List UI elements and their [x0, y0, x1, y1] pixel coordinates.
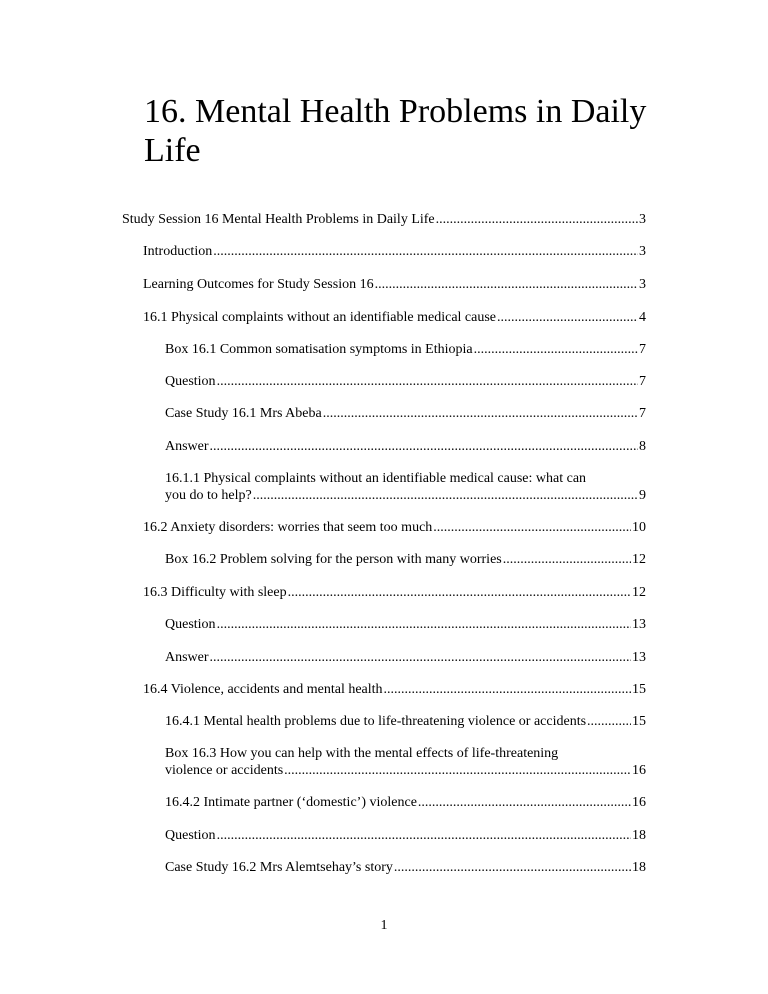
toc-entry-text: Case Study 16.2 Mrs Alemtsehay’s story: [165, 860, 393, 875]
page-number: 1: [380, 918, 388, 933]
toc-page-number: 8: [639, 439, 646, 454]
toc-entry-16-4[interactable]: [143, 682, 646, 698]
toc-entry-introduction[interactable]: [143, 244, 646, 260]
toc-dot-leader: [384, 682, 631, 698]
toc-page-number: 13: [632, 650, 646, 665]
toc-entry-text: 16.2 Anxiety disorders: worries that seem too much: [143, 520, 433, 535]
toc-entry-question[interactable]: [165, 828, 646, 844]
toc-entry-text: Answer: [165, 650, 209, 665]
toc-entry-box-16-2[interactable]: [165, 552, 646, 568]
toc-page-number: 13: [632, 617, 646, 632]
toc-dot-leader: [375, 277, 638, 293]
toc-page-number: 7: [639, 374, 646, 389]
toc-dot-leader: [418, 795, 631, 811]
toc-page-number: 15: [632, 682, 646, 697]
toc-dot-leader: [497, 310, 638, 326]
toc-page-number: 16: [632, 763, 646, 778]
toc-entry-16-2[interactable]: [143, 520, 646, 536]
toc-entry-text: Study Session 16 Mental Health Problems in Daily Life: [122, 212, 435, 227]
toc-page-number: 18: [632, 860, 646, 875]
toc-entry-16-4-2[interactable]: [165, 795, 646, 811]
toc-entry-study-session[interactable]: [122, 212, 646, 228]
toc-entry-text-line2: you do to help?: [165, 488, 252, 503]
toc-entry-case-study-16-1[interactable]: [165, 406, 646, 422]
toc-entry-question[interactable]: [165, 374, 646, 390]
toc-page-number: 10: [632, 520, 646, 535]
toc-entry-16-1[interactable]: [143, 310, 646, 326]
toc-page-number: 7: [639, 342, 646, 357]
toc-entry-text-line1: 16.1.1 Physical complaints without an identifiable medical cause: what can: [165, 471, 587, 486]
toc-entry-learning-outcomes[interactable]: [143, 277, 646, 293]
toc-entry-text: Question: [165, 374, 216, 389]
toc-dot-leader: [436, 212, 638, 228]
toc-entry-case-study-16-2[interactable]: [165, 860, 646, 876]
toc-dot-leader: [323, 406, 638, 422]
toc-entry-question[interactable]: [165, 617, 646, 633]
toc-entry-box-16-1[interactable]: [165, 342, 646, 358]
toc-dot-leader: [217, 828, 631, 844]
toc-dot-leader: [394, 860, 631, 876]
toc-entry-answer[interactable]: [165, 439, 646, 455]
toc-dot-leader: [253, 488, 638, 504]
toc-entry-text: Box 16.2 Problem solving for the person with many worries: [165, 552, 502, 567]
toc-dot-leader: [503, 552, 631, 568]
toc-entry-text: Box 16.1 Common somatisation symptoms in Ethiopia: [165, 342, 473, 357]
toc-page-number: 4: [639, 310, 646, 325]
toc-page-number: 3: [639, 244, 646, 259]
toc-dot-leader: [210, 650, 631, 666]
toc-dot-leader: [433, 520, 631, 536]
toc-entry-text: Case Study 16.1 Mrs Abeba: [165, 406, 322, 421]
toc-entry-16-3[interactable]: [143, 585, 646, 601]
toc-entry-text: 16.4.2 Intimate partner (‘domestic’) violence: [165, 795, 417, 810]
toc-entry-16-1-1[interactable]: [165, 471, 646, 504]
toc-entry-text: 16.1 Physical complaints without an identifiable medical cause: [143, 310, 497, 325]
document-title: 16. Mental Health Problems in Daily Life: [144, 93, 647, 169]
toc-entry-text: Question: [165, 828, 216, 843]
toc-entry-text: Answer: [165, 439, 209, 454]
toc-entry-answer[interactable]: [165, 650, 646, 666]
toc-dot-leader: [284, 763, 631, 779]
toc-entry-text-line2: violence or accidents: [165, 763, 284, 778]
toc-page-number: 18: [632, 828, 646, 843]
toc-dot-leader: [217, 374, 638, 390]
toc-page-number: 12: [632, 585, 646, 600]
toc-entry-16-4-1[interactable]: [165, 714, 646, 730]
toc-page-number: 16: [632, 795, 646, 810]
toc-entry-text: Question: [165, 617, 216, 632]
toc-dot-leader: [210, 439, 638, 455]
toc-dot-leader: [213, 244, 638, 260]
toc-dot-leader: [217, 617, 631, 633]
toc-entry-text: Introduction: [143, 244, 213, 259]
toc-dot-leader: [587, 714, 631, 730]
toc-entry-text: 16.3 Difficulty with sleep: [143, 585, 287, 600]
toc-page-number: 12: [632, 552, 646, 567]
toc-page-number: 7: [639, 406, 646, 421]
toc-entry-box-16-3[interactable]: [165, 746, 646, 779]
toc-page-number: 9: [639, 488, 646, 503]
toc-dot-leader: [474, 342, 638, 358]
toc-entry-text: Learning Outcomes for Study Session 16: [143, 277, 374, 292]
toc-entry-text: 16.4.1 Mental health problems due to life-threatening violence or accidents: [165, 714, 587, 729]
toc-entry-text-line1: Box 16.3 How you can help with the mental effects of life-threatening: [165, 746, 559, 761]
toc-page-number: 3: [639, 212, 646, 227]
toc-entry-text: 16.4 Violence, accidents and mental health: [143, 682, 383, 697]
toc-page-number: 15: [632, 714, 646, 729]
toc-dot-leader: [288, 585, 631, 601]
toc-page-number: 3: [639, 277, 646, 292]
